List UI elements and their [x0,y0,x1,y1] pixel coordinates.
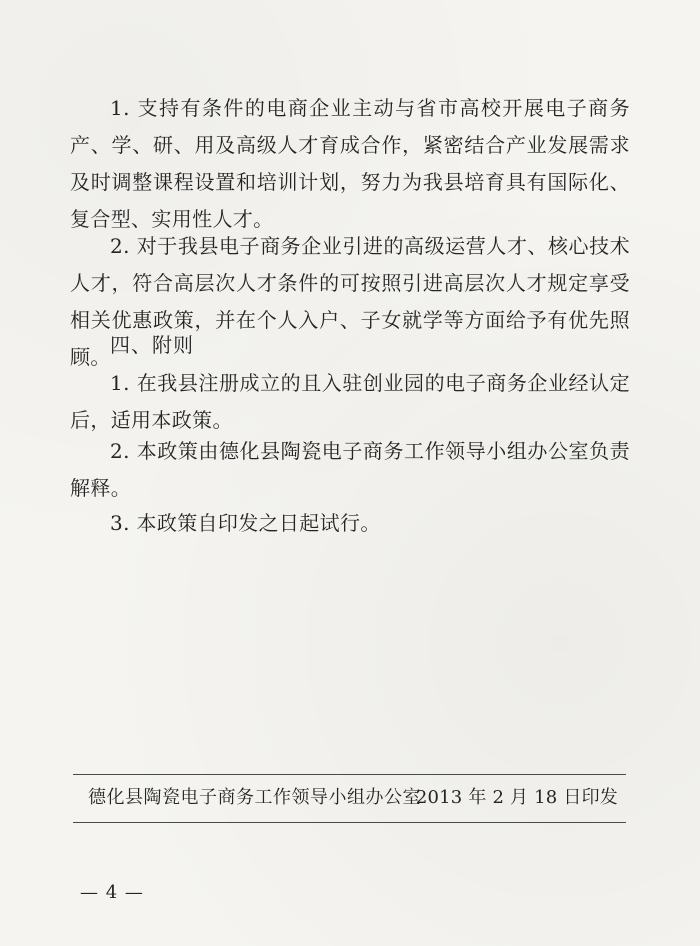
paragraph-interpretation: 2. 本政策由德化县陶瓷电子商务工作领导小组办公室负责解释。 [70,439,630,500]
page-number: — 4 — [80,882,144,903]
footer-issue-date: 2013 年 2 月 18 日印发 [415,787,618,808]
paragraph-applicability: 1. 在我县注册成立的且入驻创业园的电子商务企业经认定后，适用本政策。 [70,371,630,432]
footer-top-rule [73,774,626,775]
paragraph-talent-cooperation: 1. 支持有条件的电商企业主动与省市高校开展电子商务产、学、研、用及高级人才育成合作，紧密结合产业发展需求及时调整课程设置和培训计划，努力为我县培育具有国际化、复合型、实用性人才。 [70,96,630,231]
paragraph-effective-date: 3. 本政策自印发之日起试行。 [110,511,381,535]
section-heading-appendix: 四、附则 [110,333,194,357]
footer-issuer: 德化县陶瓷电子商务工作领导小组办公室 [88,787,421,808]
paragraph-talent-policy: 2. 对于我县电子商务企业引进的高级运营人才、核心技术人才，符合高层次人才条件的可按照引进高层次人才规定享受相关优惠政策，并在个人入户、子女就学等方面给予有优先照顾。 [70,234,630,369]
footer-bottom-rule [73,822,626,823]
